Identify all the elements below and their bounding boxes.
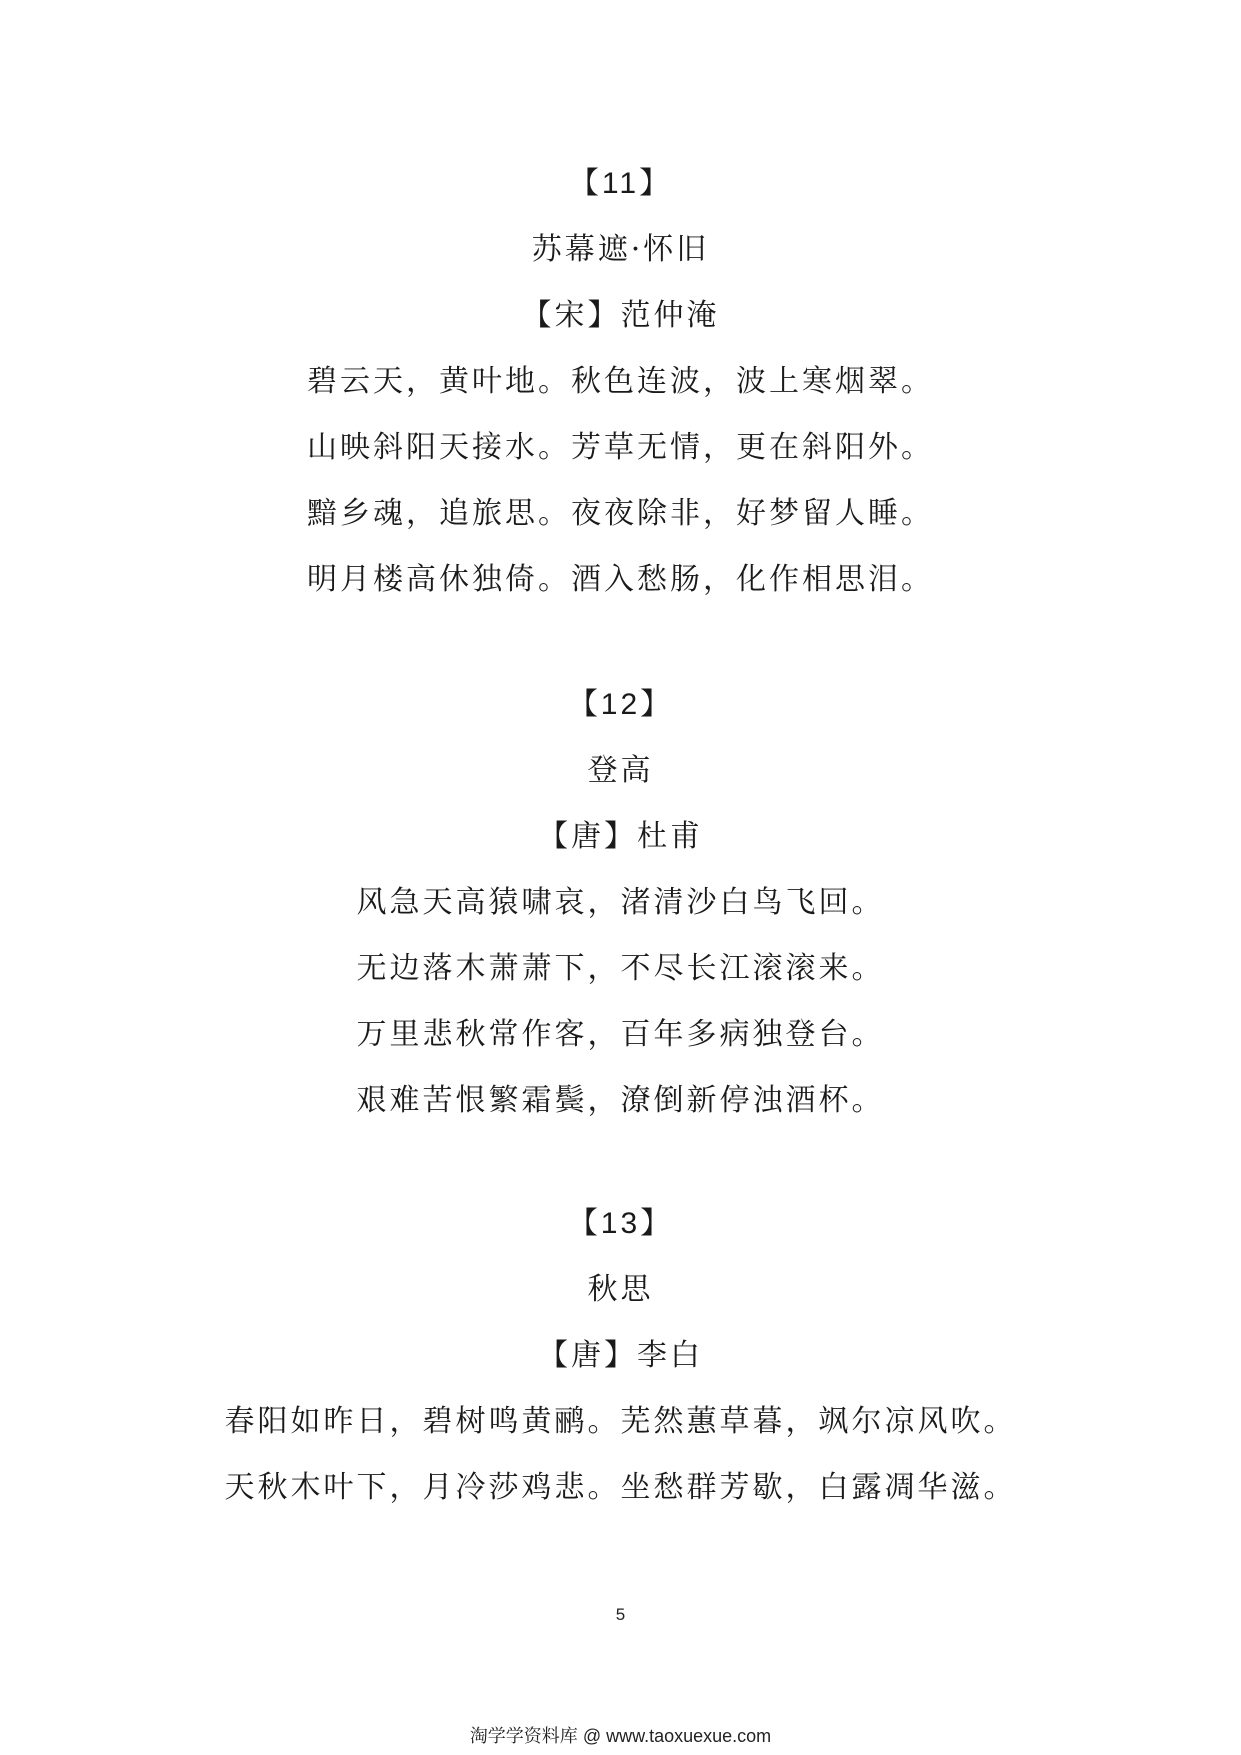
poem-line: 明月楼高休独倚。酒入愁肠，化作相思泪。 <box>307 562 934 597</box>
poem-line: 万里悲秋常作客，百年多病独登台。 <box>356 1017 885 1052</box>
poem-title: 秋思 <box>587 1272 654 1307</box>
poem-title: 登高 <box>587 753 654 788</box>
poem-section <box>0 151 1241 613</box>
page-number: 5 <box>615 1605 626 1624</box>
poem-author: 【唐】李白 <box>538 1338 703 1373</box>
poem-section <box>0 672 1241 1134</box>
poem-line: 天秋木叶下，月冷莎鸡悲。坐愁群芳歇，白露凋华滋。 <box>224 1470 1017 1505</box>
poem-number: 【11】 <box>568 167 673 200</box>
poem-section <box>0 1191 1241 1521</box>
footer-watermark: 淘学学资料库 @ www.taoxuexue.com <box>469 1726 772 1746</box>
poem-title: 苏幕遮·怀旧 <box>531 232 710 267</box>
poem-number: 【12】 <box>567 688 674 721</box>
poem-line: 春阳如昨日，碧树鸣黄鹂。芜然蕙草暮，飒尔凉风吹。 <box>224 1404 1017 1439</box>
poem-line: 黯乡魂，追旅思。夜夜除非，好梦留人睡。 <box>307 496 934 531</box>
poem-author: 【唐】杜甫 <box>538 819 703 854</box>
poem-line: 艰难苦恨繁霜鬓，潦倒新停浊酒杯。 <box>356 1083 885 1118</box>
poem-author: 【宋】范仲淹 <box>521 298 720 333</box>
poem-number: 【13】 <box>567 1207 674 1240</box>
poem-line: 风急天高猿啸哀，渚清沙白鸟飞回。 <box>356 885 885 920</box>
poem-line: 山映斜阳天接水。芳草无情，更在斜阳外。 <box>307 430 934 465</box>
poem-line: 碧云天，黄叶地。秋色连波，波上寒烟翠。 <box>307 364 934 399</box>
poem-line: 无边落木萧萧下，不尽长江滚滚来。 <box>356 951 885 986</box>
